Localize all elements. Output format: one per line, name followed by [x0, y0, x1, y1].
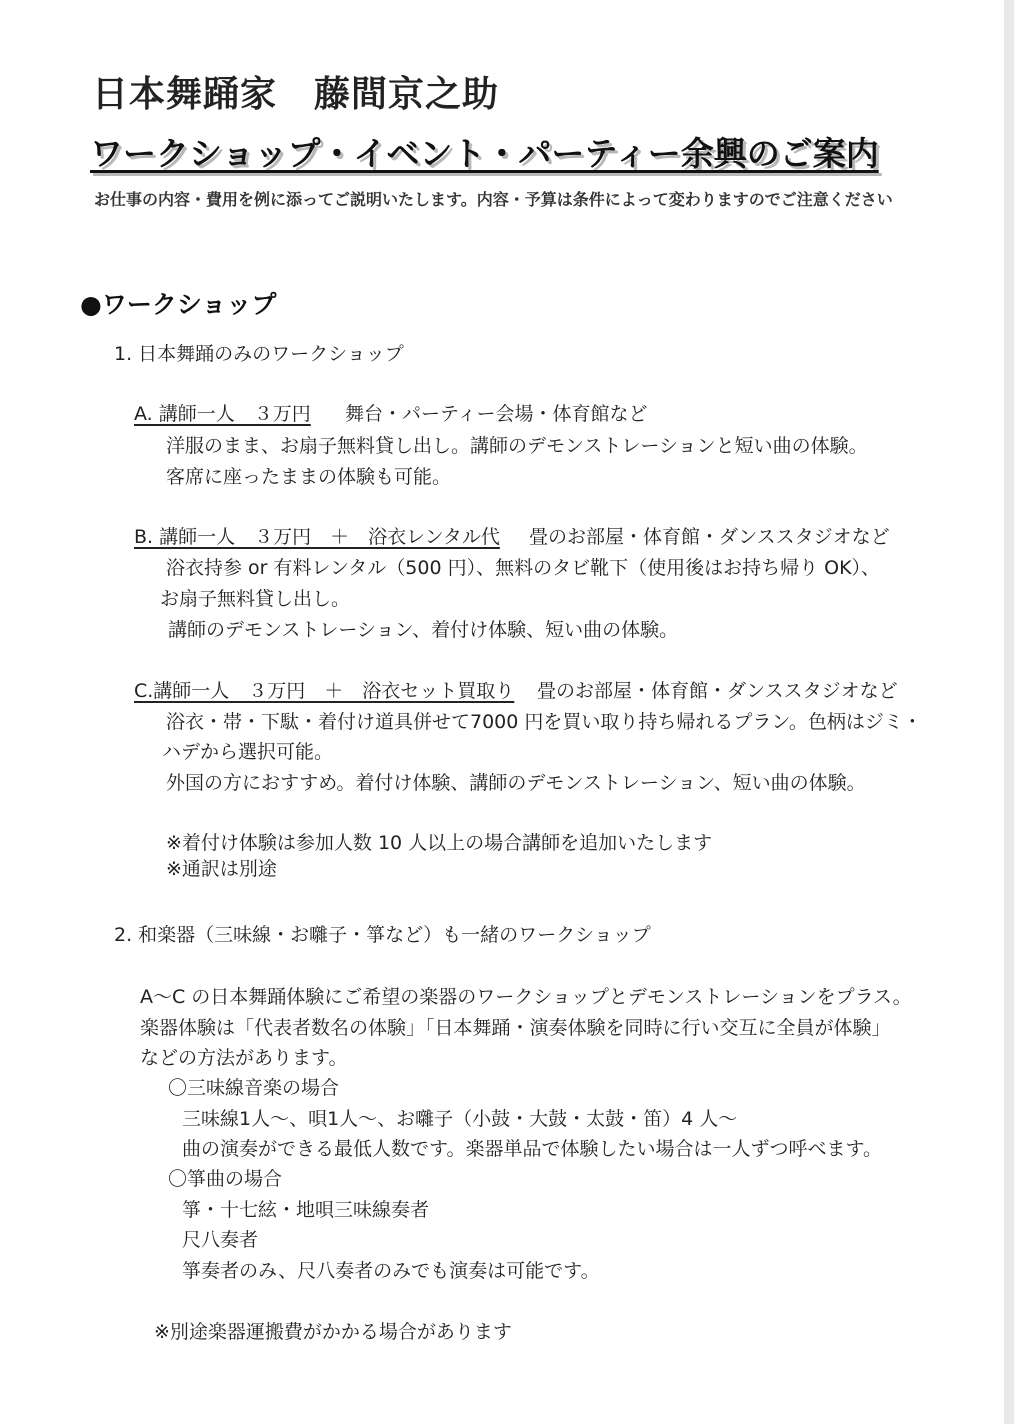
- note-text: ※通訳は別途: [166, 858, 277, 880]
- part2-paragraph-line: 楽器体験は「代表者数名の体験」「日本舞踊・演奏体験を同時に行い交互に全員が体験」: [140, 1017, 891, 1039]
- option-b-line: 浴衣持参 or 有料レンタル（500 円）、無料のタビ靴下（使用後はお持ち帰り OK）、: [166, 557, 881, 579]
- option-a-line: 客席に座ったままの体験も可能。: [166, 466, 452, 488]
- shamisen-line: 三味線1人～、唄1人～、お囃子（小鼓・大鼓・太鼓・笛）4 人～: [182, 1108, 738, 1130]
- option-b-line: お扇子無料貸し出し。: [160, 588, 351, 610]
- option-a-venue: 舞台・パーティー会場・体育館など: [345, 403, 648, 425]
- part2-paragraph-line: などの方法があります。: [140, 1047, 348, 1069]
- shamisen-heading: 〇三味線音楽の場合: [168, 1077, 340, 1099]
- workshop-section-heading: ●ワークショップ: [80, 290, 277, 319]
- option-b-label: B. 講師一人 ３万円 ＋ 浴衣レンタル代: [134, 526, 500, 548]
- transport-note: ※別途楽器運搬費がかかる場合があります: [154, 1321, 512, 1343]
- scrollbar-track[interactable]: [1004, 0, 1014, 1424]
- koto-line: 箏奏者のみ、尺八奏者のみでも演奏は可能です。: [182, 1260, 600, 1282]
- option-a-label: A. 講師一人 ３万円: [134, 403, 311, 425]
- koto-line: 箏・十七絃・地唄三味線奏者: [182, 1199, 430, 1221]
- page-subtitle: ワークショップ・イベント・パーティー余興のご案内: [90, 134, 879, 173]
- option-b-venue: 畳のお部屋・体育館・ダンススタジオなど: [529, 526, 890, 548]
- option-c-line: ハデから選択可能。: [162, 741, 334, 763]
- option-a-line: 洋服のまま、お扇子無料貸し出し。講師のデモンストレーションと短い曲の体験。: [166, 435, 868, 457]
- option-b-line: 講師のデモンストレーション、着付け体験、短い曲の体験。: [168, 619, 679, 641]
- option-c-line: 浴衣・帯・下駄・着付け道具併せて7000 円を買い取り持ち帰れるプラン。色柄はジミ・: [166, 711, 922, 733]
- part2-title: 2. 和楽器（三味線・お囃子・箏など）も一緒のワークショップ: [114, 924, 651, 946]
- page-title: 日本舞踊家 藤間京之助: [92, 74, 500, 115]
- intro-text: お仕事の内容・費用を例に添ってご説明いたします。内容・予算は条件によって変わりますのでご注意ください: [94, 190, 893, 209]
- part1-title: 1. 日本舞踊のみのワークショップ: [114, 343, 404, 365]
- part2-paragraph-line: A～C の日本舞踊体験にご希望の楽器のワークショップとデモンストレーションをプラス。: [140, 986, 912, 1008]
- note-text: ※着付け体験は参加人数 10 人以上の場合講師を追加いたします: [166, 832, 713, 854]
- koto-heading: 〇箏曲の場合: [168, 1168, 283, 1190]
- option-c-venue: 畳のお部屋・体育館・ダンススタジオなど: [537, 680, 898, 702]
- option-c-line: 外国の方におすすめ。着付け体験、講師のデモンストレーション、短い曲の体験。: [166, 772, 866, 794]
- option-c-label: C.講師一人 ３万円 ＋ 浴衣セット買取り: [134, 680, 515, 702]
- shamisen-line: 曲の演奏ができる最低人数です。楽器単品で体験したい場合は一人ずつ呼べます。: [182, 1138, 882, 1160]
- koto-line: 尺八奏者: [182, 1229, 259, 1251]
